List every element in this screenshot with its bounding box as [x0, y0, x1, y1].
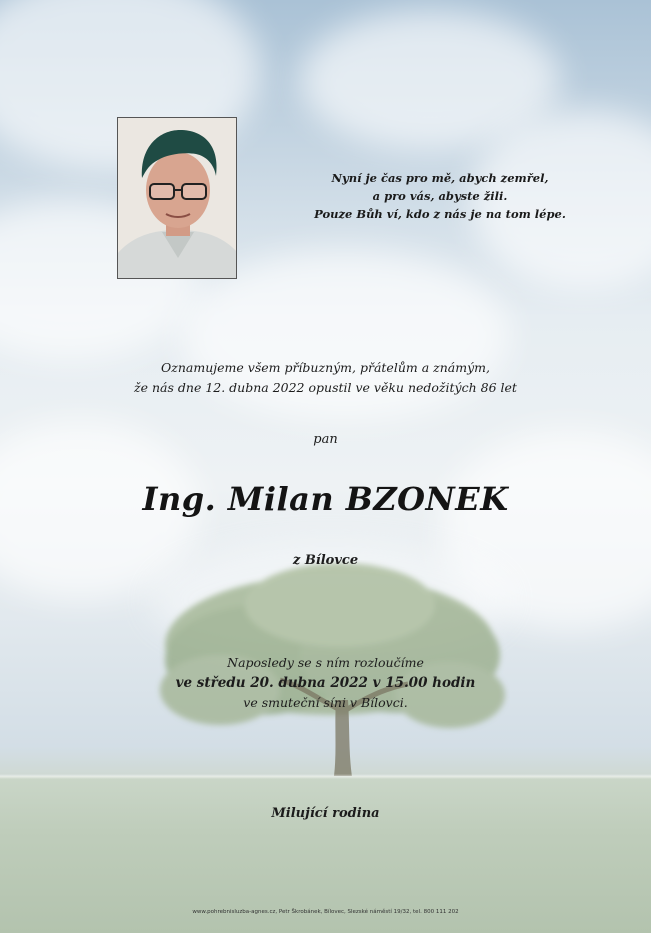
announcement-line: že nás dne 12. dubna 2022 opustil ve věku nedožitých 86 let: [134, 380, 517, 395]
farewell-info: [0, 653, 651, 713]
farewell-intro: Naposledy se s ním rozloučíme: [227, 655, 424, 670]
announcement-line: Oznamujeme všem příbuzným, přátelům a známým,: [161, 360, 490, 375]
honorific: pan: [313, 432, 338, 447]
memorial-quote: [310, 169, 570, 223]
announcement-text: [0, 358, 651, 398]
quote-line: Nyní je čas pro mě, abych zemřel,: [331, 171, 549, 185]
portrait-image: [118, 118, 237, 279]
horizon-line: [0, 774, 651, 779]
quote-line: a pro vás, abyste žili.: [372, 189, 508, 203]
farewell-place: ve smuteční síni v Bílovci.: [243, 695, 408, 710]
portrait-photo: [117, 117, 237, 279]
deceased-name: Ing. Milan BZONEK: [142, 480, 509, 518]
origin-town: z Bílovce: [292, 553, 359, 568]
quote-line: Pouze Bůh ví, kdo z nás je na tom lépe.: [314, 207, 566, 221]
farewell-datetime: ve středu 20. dubna 2022 v 15.00 hodin: [175, 675, 476, 691]
funeral-service-footer: www.pohrebnisluzba-agnes.cz, Petr Škrobánek, Bílovec, Slezské náměstí 19/32, tel. 800 111 202: [192, 909, 459, 915]
family-signature: Milující rodina: [271, 806, 380, 821]
